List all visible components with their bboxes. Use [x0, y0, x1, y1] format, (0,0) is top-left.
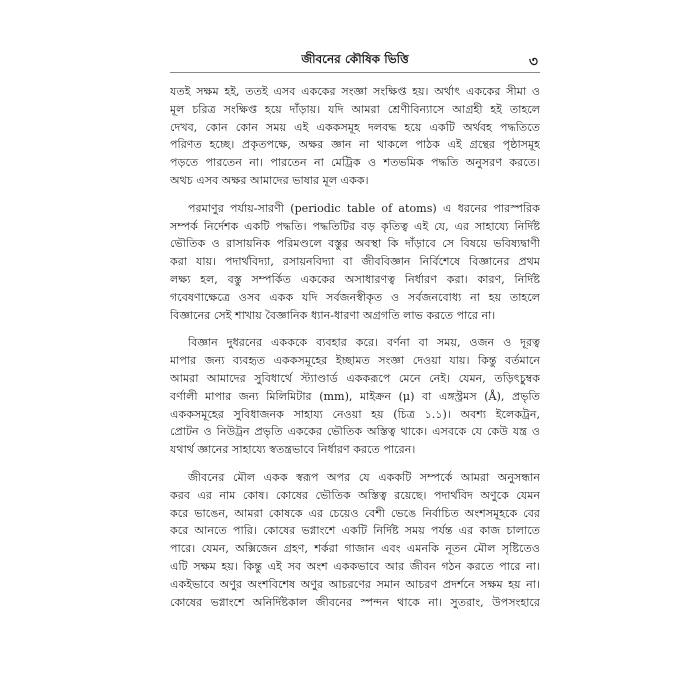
text-line: করব এর নাম কোষ। কোষের ভৌতিক অস্তিত্ব রয়েছে। পদার্থবিদ অণুকে যেমন: [170, 488, 540, 502]
text-line: করে আনতে পারি। কোষের ভগ্নাংশে একটি নির্দিষ্ট সময় পর্যন্ত এর কাজ চালাতে: [170, 524, 540, 538]
text-line: মূল চরিত্র সংক্ষিপ্ত হয়ে দাঁড়ায়। যদি আমরা শ্রেণীবিন্যাসে আগ্রহী হই তাহলে: [170, 102, 540, 116]
text-line: পরিণত হচ্ছে। প্রকৃতপক্ষে, অক্ষর জ্ঞান না থাকলে পাঠক এই গ্রন্থের পৃষ্ঠাসমূহ: [170, 138, 540, 152]
text-line: ভৌতিক ও রাসায়নিক পরিমণ্ডলে বস্তুর অবস্থা কি দাঁড়াবে সে বিষয়ে ভবিষ্যদ্বাণী: [170, 237, 540, 251]
text-line: আমরা আমাদের সুবিধার্থে স্ট্যাণ্ডার্ড এককরূপে মেনে নেই। যেমন, তড়িৎচুম্বক: [170, 371, 540, 385]
book-page: [170, 48, 540, 674]
text-line: পড়তে পারতেন না। পারতেন না মেট্রিক ও শতভমিক পদ্ধতি অনুসরণ করতে।: [170, 156, 540, 170]
text-line: এককসমূহের সুবিধাজনক সাহায্য নেওয়া হয় (চিত্র ১.১)। অবশ্য ইলেকট্রন,: [170, 407, 540, 421]
text-line: করা যায়। পদার্থবিদ্যা, রসায়নবিদ্যা বা জীববিজ্ঞান নির্বিশেষে বিজ্ঞানের প্রথম: [170, 255, 540, 269]
paragraph-3: [170, 334, 540, 459]
paragraph-4: [170, 469, 540, 611]
text-line: গবেষণাক্ষেত্রে ওসব একক যদি সর্বজনস্বীকৃত ও সর্বজনবোধ্য না হয় তাহলে: [170, 290, 540, 304]
text-line: মাপার জন্য ব্যবহৃত এককসমূহের ইচ্ছামত সংজ্ঞা দেওয়া যায়। কিন্তু বর্তমানে: [170, 354, 540, 368]
text-line: দেখব, কোন কোন সময় এই এককসমূহ দলবদ্ধ হয়ে একটি অর্থবহ পদ্ধতিতে: [170, 120, 540, 134]
text-line: লক্ষ্য হল, বস্তু সম্পর্কিত এককের অসাধারণত্ব নির্ধারণ করা। কারণ, নির্দিষ্ট: [170, 272, 540, 286]
text-line: পরমাণুর পর্যায়-সারণী (periodic table of atoms) এ ধরনের পারস্পরিক: [188, 201, 540, 215]
text-line: এটি সক্ষম হয়। কিন্তু এই সব অংশ এককভাবে আর জীবন গঠন করতে পারে না।: [170, 559, 540, 573]
text-line: প্রোটন ও নিউট্রন প্রভৃতি এককের ভৌতিক অস্তিত্ব থাকে। এসবকে যে কেউ যন্ত্র ও: [170, 425, 540, 439]
text-line: যথার্থ জ্ঞানের সাহায্যে স্বতন্ত্রভাবে নির্ধারণ করতে পারেন।: [170, 443, 416, 457]
paragraph-1: [170, 83, 540, 190]
text-line: বর্ণালী মাপার জন্য মিলিমিটার (mm), মাইক্রন (μ) বা এঙ্গস্ট্রমস (Å), প্রভৃতি: [170, 389, 540, 403]
running-header: [170, 48, 540, 73]
chapter-title: জীবনের কৌষিক ভিত্তি: [301, 52, 409, 66]
text-line: একইভাবে অণুর অংশবিশেষ অণুর আচরণের সমান আচরণ প্রদর্শনে সক্ষম হয় না।: [170, 577, 540, 591]
text-line: বিজ্ঞানের সেই শাখায় বৈজ্ঞানিক ধ্যান-ধারণা অগ্রগতি লাভ করতে পারে না।: [170, 308, 496, 322]
text-line: সম্পর্ক নির্দেশক একটি পদ্ধতি। পদ্ধতিটির বড় কৃতিত্ব এই যে, এর সাহায্যে নির্দিষ্ট: [170, 219, 540, 233]
text-line: যতই সক্ষম হই, ততই এসব এককের সংজ্ঞা সংক্ষিপ্ত হয়। অর্থাৎ এককের সীমা ও: [170, 85, 540, 98]
text-line: অথচ এসব অক্ষর আমাদের ভাষার মূল একক।: [170, 173, 369, 187]
text-line: জীবনের মৌল একক স্বরূপ অপর যে এককটি সম্পর্কে আমরা অনুসন্ধান: [188, 470, 540, 484]
page-number: ৩: [528, 54, 538, 70]
text-line: করে ভাঙেন, আমরা কোষকে এর চেয়েও বেশী ভেঙে নির্বাচিত অংশসমূহকে বের: [170, 506, 540, 520]
paragraph-2: [170, 200, 540, 325]
text-line: কোষের ভগ্নাংশে অনির্দিষ্টকাল জীবনের স্পন্দন থাকে না। সুতরাং, উপসংহারে: [170, 595, 540, 609]
text-line: পারে। যেমন, অক্সিজেন গ্রহণ, শর্করা গাজান এবং এমনকি নূতন মৌল সৃষ্টিতেও: [170, 542, 540, 556]
text-line: বিজ্ঞান দুধরনের একককে ব্যবহার করে। বর্ণনা বা সময়, ওজন ও দূরত্ব: [188, 336, 540, 350]
